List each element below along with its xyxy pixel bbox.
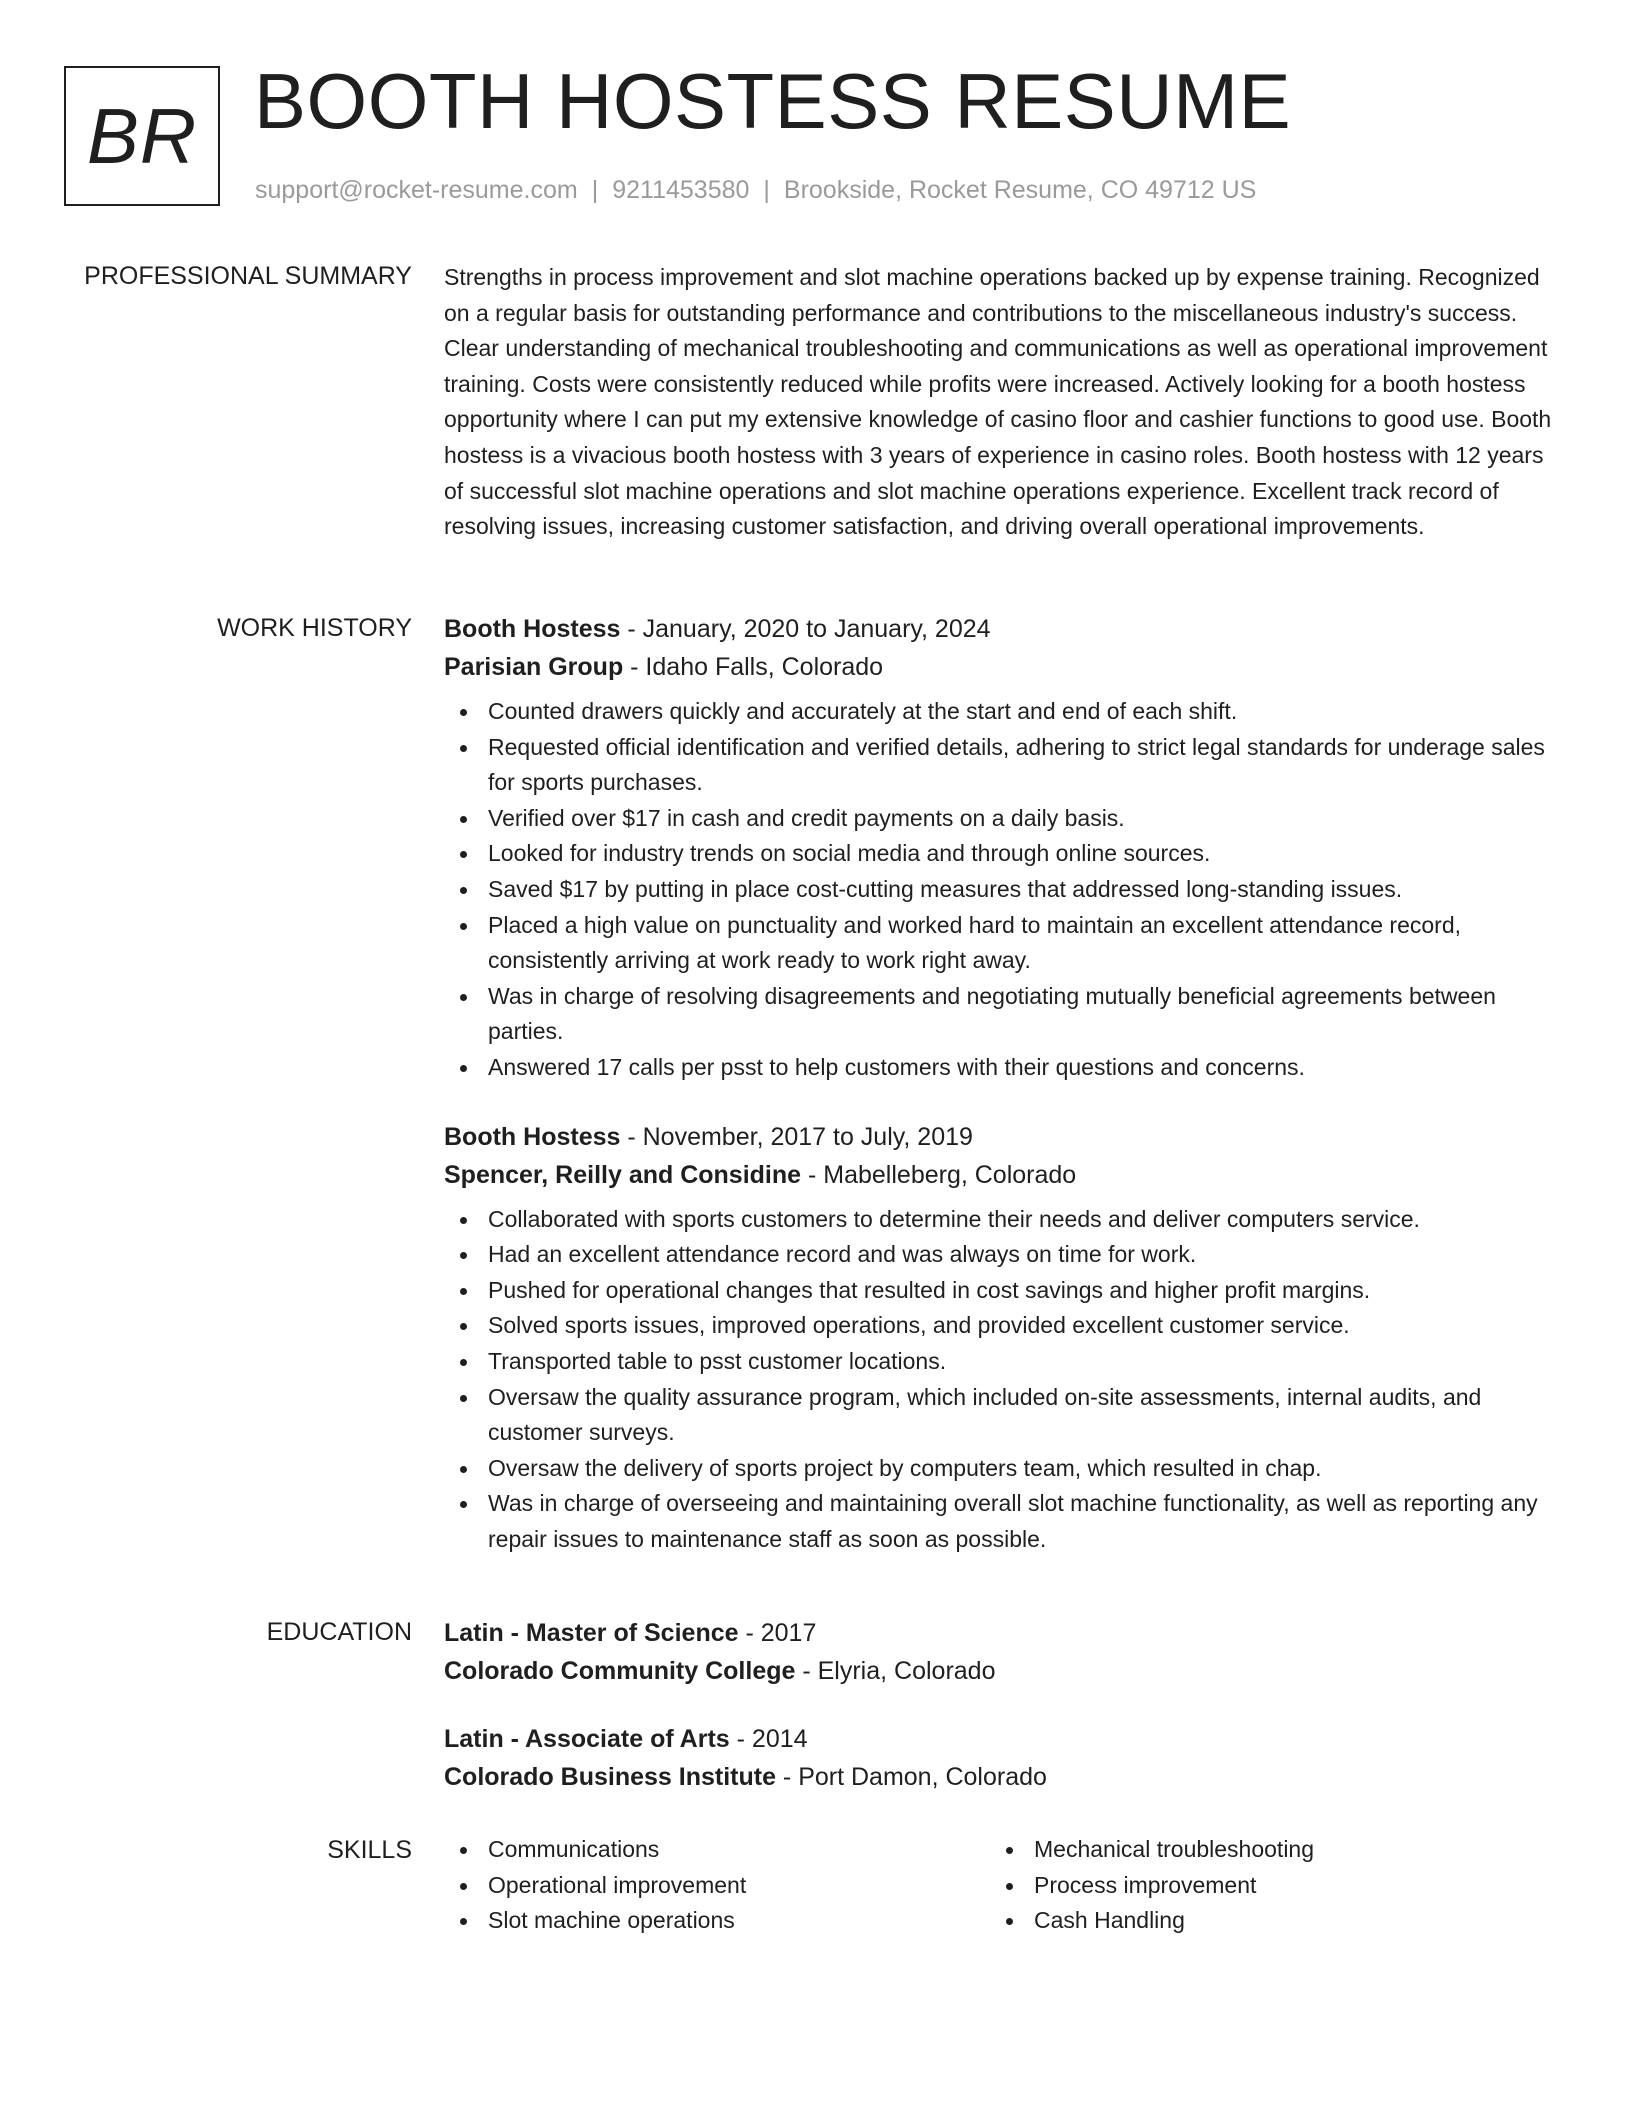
skills-body — [444, 1832, 1556, 1939]
education-school-line — [444, 1758, 1556, 1796]
job-title-line — [444, 610, 1556, 648]
job-bullet: Counted drawers quickly and accurately at the start and end of each shift. — [444, 694, 1556, 730]
job-bullet: Oversaw the delivery of sports project by computers team, which resulted in chap. — [444, 1451, 1556, 1487]
resume-title: BOOTH HOSTESS RESUME — [254, 57, 1292, 145]
contact-separator: | — [763, 176, 770, 204]
job-bullet: Transported table to psst customer locations. — [444, 1344, 1556, 1380]
education-year: - 2014 — [729, 1725, 808, 1753]
education-year: - 2017 — [738, 1619, 817, 1647]
skill-item: Operational improvement — [444, 1868, 990, 1904]
summary-body — [444, 260, 1556, 545]
job-bullet: Oversaw the quality assurance program, which included on-site assessments, internal audits, and customer surveys. — [444, 1380, 1556, 1451]
skill-item: Mechanical troubleshooting — [990, 1832, 1536, 1868]
job-bullets — [444, 694, 1556, 1086]
job-bullet: Answered 17 calls per psst to help customers with their questions and concerns. — [444, 1050, 1556, 1086]
job-company-line — [444, 1156, 1556, 1194]
job-title: Booth Hostess — [444, 615, 621, 643]
education-location: - Port Damon, Colorado — [775, 1763, 1047, 1791]
education-school: Colorado Business Institute — [444, 1763, 776, 1791]
education-heading: EDUCATION — [266, 1618, 412, 1646]
skills-column-left — [444, 1832, 990, 1939]
job-dates: - January, 2020 to January, 2024 — [620, 615, 991, 643]
job-entry — [444, 1118, 1556, 1558]
job-bullet: Solved sports issues, improved operations, and provided excellent customer service. — [444, 1308, 1556, 1344]
skill-item: Slot machine operations — [444, 1903, 990, 1939]
job-location: - Idaho Falls, Colorado — [623, 653, 884, 681]
education-entry — [444, 1614, 1556, 1690]
job-title-line — [444, 1118, 1556, 1156]
job-bullet: Verified over $17 in cash and credit payments on a daily basis. — [444, 801, 1556, 837]
job-dates: - November, 2017 to July, 2019 — [620, 1122, 973, 1151]
skills-columns — [444, 1832, 1556, 1939]
job-entry — [444, 610, 1556, 1086]
skill-item: Communications — [444, 1832, 990, 1868]
job-bullets — [444, 1202, 1556, 1558]
job-location: - Mabelleberg, Colorado — [801, 1160, 1077, 1189]
education-entry — [444, 1720, 1556, 1796]
skills-heading: SKILLS — [327, 1836, 412, 1864]
work-history-body — [444, 610, 1556, 1557]
monogram-text: BR — [86, 91, 198, 180]
education-body — [444, 1614, 1556, 1826]
contact-email[interactable]: support@rocket-resume.com — [255, 176, 578, 204]
job-bullet: Was in charge of overseeing and maintaining overall slot machine functionality, as well as reporting any repair issues to maintenance staff as soon as possible. — [444, 1486, 1556, 1557]
job-bullet: Placed a high value on punctuality and worked hard to maintain an excellent attendance record, consistently arriving at work ready to work right away. — [444, 908, 1556, 979]
job-bullet: Pushed for operational changes that resulted in cost savings and higher profit margins. — [444, 1273, 1556, 1309]
contact-phone[interactable]: 9211453580 — [612, 176, 750, 204]
monogram-badge — [64, 66, 220, 206]
job-bullet: Had an excellent attendance record and was always on time for work. — [444, 1237, 1556, 1273]
contact-address: Brookside, Rocket Resume, CO 49712 US — [783, 176, 1257, 204]
work-history-heading: WORK HISTORY — [217, 614, 412, 642]
skill-item: Process improvement — [990, 1868, 1536, 1904]
skills-column-right — [990, 1832, 1536, 1939]
education-degree-line — [444, 1720, 1556, 1758]
skill-item: Cash Handling — [990, 1903, 1536, 1939]
job-company: Spencer, Reilly and Considine — [444, 1160, 802, 1189]
education-school-line — [444, 1652, 1556, 1690]
job-bullet: Saved $17 by putting in place cost-cutting measures that addressed long-standing issues. — [444, 872, 1556, 908]
job-bullet: Requested official identification and verified details, adhering to strict legal standards for underage sales for sports purchases. — [444, 730, 1556, 801]
contact-separator: | — [591, 176, 599, 204]
education-degree: Latin - Master of Science — [444, 1619, 739, 1647]
education-degree-line — [444, 1614, 1556, 1652]
education-location: - Elyria, Colorado — [795, 1657, 996, 1685]
summary-text: Strengths in process improvement and slot machine operations backed up by expense training. Recognized on a regular basis for outstanding performance and contributions to the miscellaneous industry's success. Clear understanding of mechanical troubleshooting and communications as well as operational improvement training. Costs were consistently reduced while profits were increased. Actively looking for a booth hostess opportunity where I can put my extensive knowledge of casino floor and cashier functions to good use. Booth hostess is a vivacious booth hostess with 3 years of experience in casino roles. Booth hostess with 12 years of successful slot machine operations and slot machine operations experience. Excellent track record of resolving issues, increasing customer satisfaction, and driving overall operational improvements. — [444, 264, 1552, 540]
job-company: Parisian Group — [444, 653, 624, 681]
summary-heading: PROFESSIONAL SUMMARY — [84, 262, 412, 290]
education-degree: Latin - Associate of Arts — [444, 1725, 730, 1753]
job-company-line — [444, 648, 1556, 686]
contact-line — [255, 174, 1256, 206]
job-bullet: Was in charge of resolving disagreements and negotiating mutually beneficial agreements between parties. — [444, 979, 1556, 1050]
job-bullet: Collaborated with sports customers to determine their needs and deliver computers service. — [444, 1202, 1556, 1238]
job-bullet: Looked for industry trends on social media and through online sources. — [444, 836, 1556, 872]
job-title: Booth Hostess — [444, 1122, 621, 1151]
education-school: Colorado Community College — [444, 1657, 796, 1685]
